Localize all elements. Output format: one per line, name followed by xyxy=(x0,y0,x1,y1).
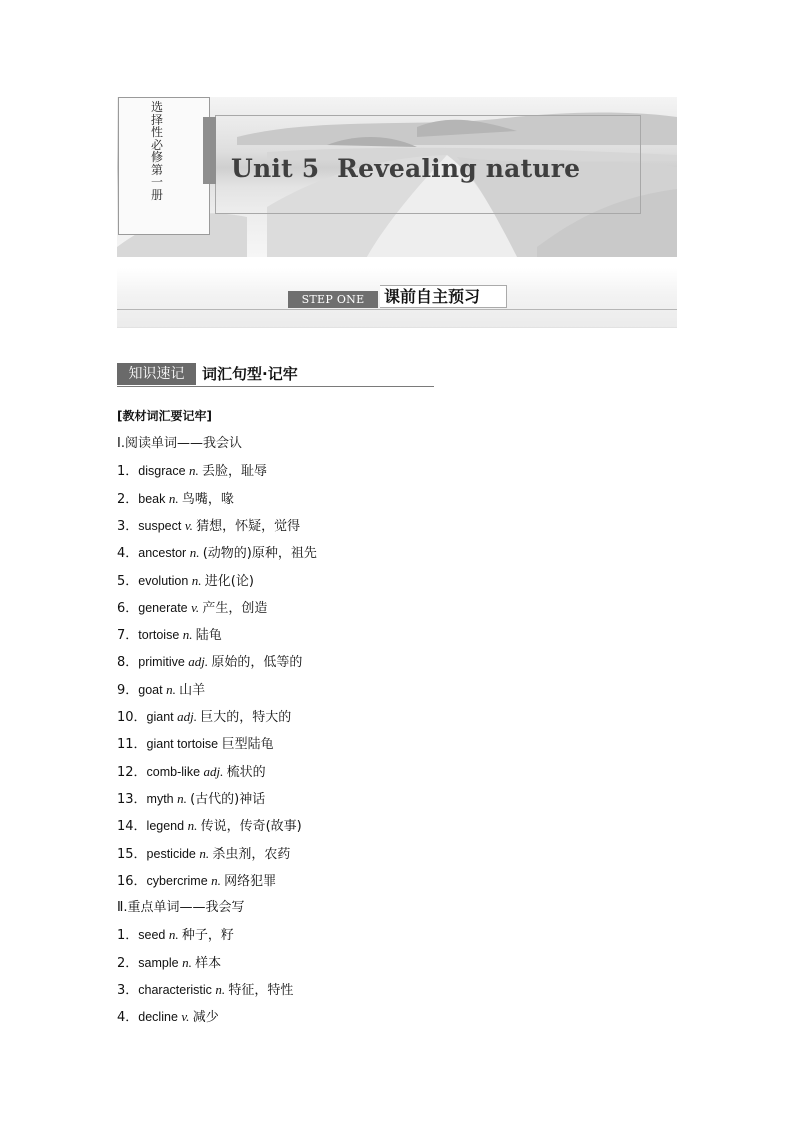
item-number: 8． xyxy=(117,655,139,671)
item-word: legend xyxy=(146,819,188,834)
item-word: generate xyxy=(138,600,192,615)
vocab-item xyxy=(117,708,291,727)
item-meaning: 巨型陆龟 xyxy=(221,737,274,753)
item-word: pesticide xyxy=(146,846,200,861)
item-word: characteristic xyxy=(138,983,216,997)
item-meaning: 陆龟 xyxy=(195,628,222,644)
item-word: beak xyxy=(138,491,169,506)
vocab-item xyxy=(117,599,267,618)
item-meaning: 传说，传奇(故事) xyxy=(200,819,302,835)
vocab-item xyxy=(117,653,302,672)
item-meaning: 样本 xyxy=(195,955,222,971)
item-meaning: (古代的)神话 xyxy=(190,791,266,807)
item-pos: n. xyxy=(168,927,182,943)
item-meaning: 原始的，低等的 xyxy=(211,655,303,671)
subheading: [教材词汇要记牢] xyxy=(117,409,212,423)
item-meaning: 鸟嘴，喙 xyxy=(181,491,234,507)
item-number: 7． xyxy=(117,628,139,644)
vocab-item xyxy=(117,790,265,809)
item-meaning: 产生，创造 xyxy=(202,600,268,616)
item-number: 2． xyxy=(117,955,139,971)
item-number: 2． xyxy=(117,491,139,507)
item-pos: n. xyxy=(189,463,203,479)
item-meaning: 减少 xyxy=(192,1010,219,1026)
item-word: suspect xyxy=(138,518,185,533)
item-pos: n. xyxy=(199,845,213,861)
vocab-item xyxy=(117,817,302,836)
vocab-item xyxy=(117,626,222,645)
item-pos: v. xyxy=(184,517,197,533)
item-number: 16． xyxy=(117,873,147,889)
item-pos: n. xyxy=(191,572,205,588)
item-word: cybercrime xyxy=(146,873,212,888)
item-meaning: 进化(论) xyxy=(204,573,254,589)
item-pos: v. xyxy=(181,1009,193,1025)
item-meaning: 丢脸，耻辱 xyxy=(202,464,268,480)
item-word: primitive xyxy=(138,655,189,670)
vocab-item xyxy=(117,872,276,891)
item-pos: n. xyxy=(177,790,191,806)
volume-label: 选择性必修第一册 xyxy=(150,100,163,202)
item-pos: n. xyxy=(182,627,196,643)
step-tag: STEP ONE xyxy=(288,291,378,308)
vocab-item xyxy=(117,845,290,864)
item-pos: adj. xyxy=(203,763,227,779)
part-heading: Ⅰ.阅读单词——我会认 xyxy=(117,436,242,451)
item-word: giant tortoise xyxy=(146,737,222,752)
vocab-item xyxy=(117,490,234,509)
item-pos: n. xyxy=(215,982,229,997)
item-word: decline xyxy=(138,1010,182,1025)
item-meaning: 特征，特性 xyxy=(228,983,294,998)
vocab-item xyxy=(117,681,205,700)
item-number: 9． xyxy=(117,682,139,698)
section-title: 词汇句型·记牢 xyxy=(202,365,298,383)
item-number: 4． xyxy=(117,546,139,562)
unit-title: Unit 5 Revealing nature xyxy=(231,154,581,183)
step-divider xyxy=(117,309,677,310)
vocab-item xyxy=(117,926,234,945)
item-meaning: 网络犯罪 xyxy=(224,873,277,889)
item-pos: n. xyxy=(187,818,201,834)
vocab-item xyxy=(117,981,293,1000)
step-title: 课前自主预习 xyxy=(380,285,507,308)
item-number: 5． xyxy=(117,573,139,589)
item-word: evolution xyxy=(138,573,192,588)
vocab-item xyxy=(117,954,221,973)
item-word: giant xyxy=(146,710,178,724)
item-meaning: 梳状的 xyxy=(226,764,266,780)
item-word: ancestor xyxy=(138,546,190,561)
title-accent-bar xyxy=(203,117,216,184)
item-pos: adj. xyxy=(177,709,201,724)
section-tag: 知识速记 xyxy=(117,363,196,385)
item-meaning: 猜想，怀疑，觉得 xyxy=(196,518,301,534)
vocab-item xyxy=(117,572,254,591)
step-divider-lower xyxy=(117,327,677,328)
item-pos: n. xyxy=(189,545,203,561)
item-word: goat xyxy=(138,682,167,697)
item-pos: n. xyxy=(168,490,182,506)
item-word: myth xyxy=(146,791,178,806)
item-number: 15． xyxy=(117,846,147,862)
item-number: 4． xyxy=(117,1010,139,1026)
item-word: seed xyxy=(138,928,169,943)
vocab-item xyxy=(117,763,266,782)
item-meaning: (动物的)原种，祖先 xyxy=(202,546,317,562)
vocab-item xyxy=(117,544,317,563)
item-number: 1． xyxy=(117,464,139,480)
item-number: 6． xyxy=(117,600,139,616)
item-pos: n. xyxy=(211,872,225,888)
item-meaning: 巨大的，特大的 xyxy=(200,710,292,725)
item-number: 11． xyxy=(117,737,147,753)
vocab-item xyxy=(117,462,267,481)
item-number: 10． xyxy=(117,710,147,725)
vocab-item xyxy=(117,735,274,754)
section-underline xyxy=(117,386,434,387)
item-number: 13． xyxy=(117,791,147,807)
item-word: disgrace xyxy=(138,464,190,479)
item-number: 12． xyxy=(117,764,147,780)
item-pos: v. xyxy=(191,599,203,615)
item-number: 3． xyxy=(117,518,139,534)
item-word: comb-like xyxy=(146,764,204,779)
vocab-item xyxy=(117,1008,219,1027)
item-number: 1． xyxy=(117,928,139,944)
item-meaning: 种子，籽 xyxy=(181,928,234,944)
item-pos: n. xyxy=(182,954,196,970)
item-pos: adj. xyxy=(188,654,212,670)
part-heading: Ⅱ.重点单词——我会写 xyxy=(117,900,245,916)
item-word: sample xyxy=(138,955,183,970)
item-number: 14． xyxy=(117,819,147,835)
item-word: tortoise xyxy=(138,628,183,643)
item-meaning: 杀虫剂，农药 xyxy=(212,846,291,862)
item-meaning: 山羊 xyxy=(179,682,206,698)
vocab-item xyxy=(117,517,300,536)
item-pos: n. xyxy=(166,681,180,697)
item-number: 3． xyxy=(117,983,139,998)
